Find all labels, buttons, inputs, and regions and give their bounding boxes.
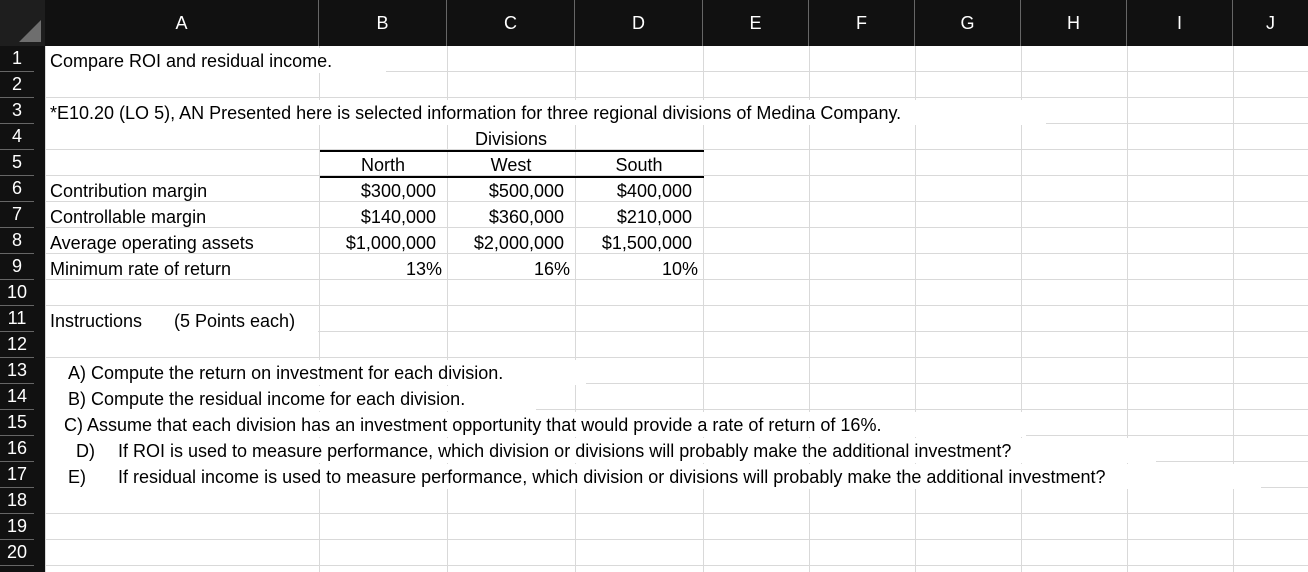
divisions-label[interactable]: Divisions	[474, 129, 548, 149]
row-header-18[interactable]: 18	[0, 488, 34, 514]
row-header-2[interactable]: 2	[0, 72, 34, 98]
grid-line	[1233, 46, 1234, 572]
row-header-6[interactable]: 6	[0, 176, 34, 202]
instruction-d-letter[interactable]: D)	[76, 441, 95, 461]
instruction-d-text[interactable]: If ROI is used to measure performance, which division or divisions will probably make the additional investment?	[118, 441, 1012, 461]
column-header-d[interactable]: D	[575, 0, 703, 46]
select-all-triangle-icon	[19, 20, 41, 42]
column-header-b[interactable]: B	[319, 0, 447, 46]
value-cell[interactable]: $1,000,000	[345, 233, 436, 253]
column-header-g[interactable]: G	[915, 0, 1021, 46]
instruction-e-text[interactable]: If residual income is used to measure performance, which division or divisions will probably make the additional investment?	[118, 467, 1106, 487]
value-cell[interactable]: 16%	[533, 259, 570, 279]
label-minimum-rate-of-return[interactable]: Minimum rate of return	[50, 259, 232, 279]
row-header-19[interactable]: 19	[0, 514, 34, 540]
row-header-10[interactable]: 10	[0, 280, 34, 306]
value-cell[interactable]: $210,000	[616, 207, 692, 227]
value-cell[interactable]: $500,000	[488, 181, 564, 201]
row-header-20[interactable]: 20	[0, 540, 34, 566]
cell-a1-title[interactable]: Compare ROI and residual income.	[50, 51, 333, 71]
column-header-j[interactable]: J	[1233, 0, 1308, 46]
value-cell[interactable]: $400,000	[616, 181, 692, 201]
instructions-points[interactable]: (5 Points each)	[174, 311, 296, 331]
column-header-f[interactable]: F	[809, 0, 915, 46]
row-header-3[interactable]: 3	[0, 98, 34, 124]
value-cell[interactable]: $140,000	[360, 207, 436, 227]
row-header-11[interactable]: 11	[0, 306, 34, 332]
instruction-b[interactable]: B) Compute the residual income for each division.	[68, 389, 466, 409]
grid-line	[1127, 46, 1128, 572]
row-header-7[interactable]: 7	[0, 202, 34, 228]
row-header-4[interactable]: 4	[0, 124, 34, 150]
row-header-15[interactable]: 15	[0, 410, 34, 436]
row-header-16[interactable]: 16	[0, 436, 34, 462]
instruction-c[interactable]: C) Assume that each division has an investment opportunity that would provide a rate of return of 16%.	[64, 415, 882, 435]
value-cell[interactable]: $360,000	[488, 207, 564, 227]
value-cell[interactable]: $300,000	[360, 181, 436, 201]
value-cell[interactable]: $1,500,000	[601, 233, 692, 253]
label-controllable-margin[interactable]: Controllable margin	[50, 207, 207, 227]
select-all-button[interactable]	[0, 0, 45, 46]
row-header-14[interactable]: 14	[0, 384, 34, 410]
value-cell[interactable]: $2,000,000	[473, 233, 564, 253]
header-south[interactable]: South	[615, 155, 663, 175]
row-header-1[interactable]: 1	[0, 46, 34, 72]
value-cell[interactable]: 13%	[405, 259, 442, 279]
header-north[interactable]: North	[360, 155, 405, 175]
instruction-e-letter[interactable]: E)	[68, 467, 86, 487]
header-west[interactable]: West	[490, 155, 532, 175]
column-header-a[interactable]: A	[45, 0, 319, 46]
column-header-i[interactable]: I	[1127, 0, 1233, 46]
row-header-13[interactable]: 13	[0, 358, 34, 384]
column-header-h[interactable]: H	[1021, 0, 1127, 46]
label-average-operating-assets[interactable]: Average operating assets	[50, 233, 254, 253]
row-header-8[interactable]: 8	[0, 228, 34, 254]
instruction-a[interactable]: A) Compute the return on investment for each division.	[68, 363, 504, 383]
value-cell[interactable]: 10%	[661, 259, 698, 279]
column-header-c[interactable]: C	[447, 0, 575, 46]
label-contribution-margin[interactable]: Contribution margin	[50, 181, 208, 201]
row-header-5[interactable]: 5	[0, 150, 34, 176]
column-header-e[interactable]: E	[703, 0, 809, 46]
row-header-9[interactable]: 9	[0, 254, 34, 280]
row-header-21	[0, 566, 34, 572]
row-header-17[interactable]: 17	[0, 462, 34, 488]
row-header-12[interactable]: 12	[0, 332, 34, 358]
instructions-label[interactable]: Instructions	[50, 311, 143, 331]
row-header-edge	[34, 46, 45, 572]
cell-a3-intro[interactable]: *E10.20 (LO 5), AN Presented here is selected information for three regional divisions of Medina Company.	[50, 103, 902, 123]
